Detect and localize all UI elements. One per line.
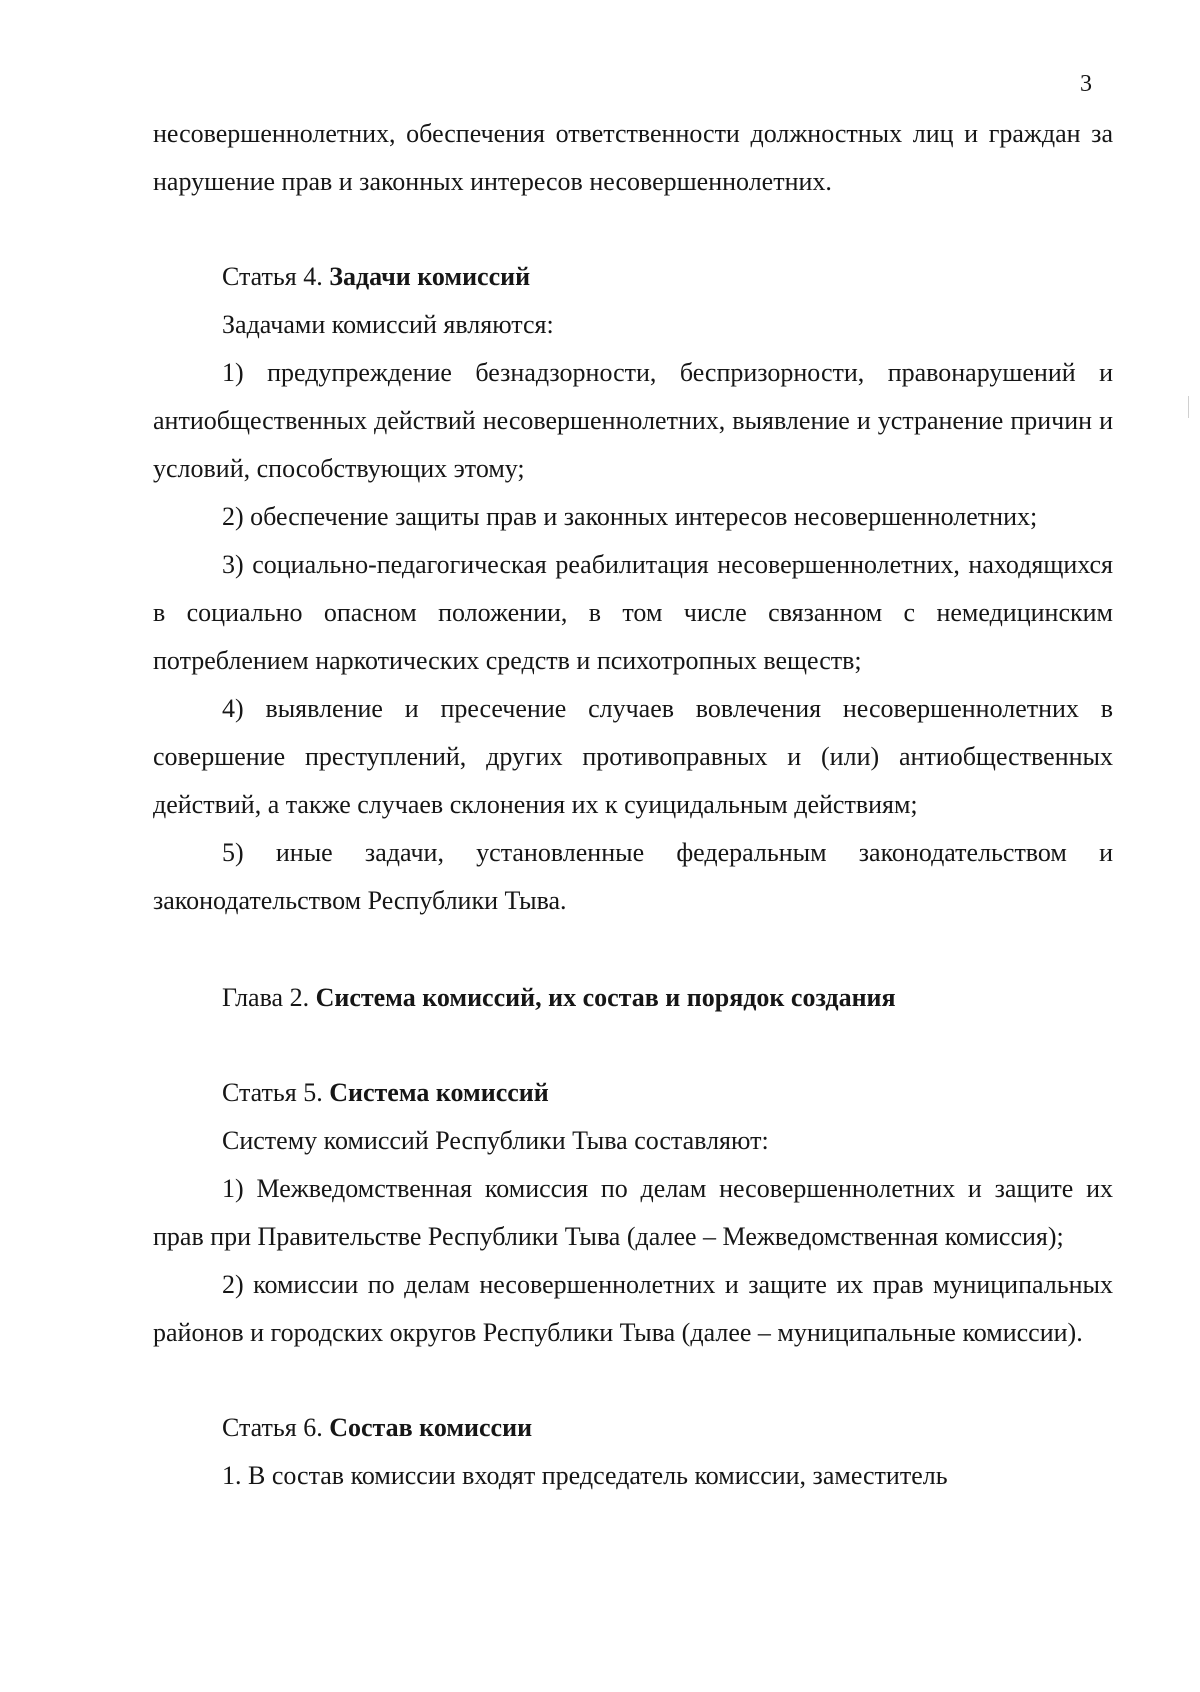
heading-prefix: Статья 5. [222, 1078, 330, 1107]
heading-title: Состав комиссии [329, 1413, 533, 1442]
scan-artifact-mark [1188, 396, 1189, 418]
chapter-2-heading [153, 974, 1113, 1022]
article-6-heading [153, 1404, 1113, 1452]
heading-title: Система комиссий, их состав и порядок создания [315, 983, 896, 1012]
paragraph-continuation: несовершеннолетних, обеспечения ответственности должностных лиц и граждан за нарушение прав и законных интересов несовершеннолетних. [153, 119, 1113, 196]
list-item-5: 5) иные задачи, установленные федеральным законодательством и законодательством Республики Тыва. [153, 838, 1113, 915]
paragraph: Задачами комиссий являются: [222, 310, 554, 339]
document-body [153, 110, 1113, 1500]
heading-title: Задачи комиссий [329, 262, 531, 291]
heading-prefix: Статья 4. [222, 262, 330, 291]
list-item-2: 2) обеспечение защиты прав и законных интересов несовершеннолетних; [222, 502, 1038, 531]
heading-prefix: Глава 2. [222, 983, 316, 1012]
heading-prefix: Статья 6. [222, 1413, 330, 1442]
list-item-1: 1) предупреждение безнадзорности, беспризорности, правонарушений и антиобщественных действий несовершеннолетних, выявление и устранение причин и условий, способствующих этому; [153, 358, 1113, 483]
article-5-heading [153, 1069, 1113, 1117]
list-item-4: 4) выявление и пресечение случаев вовлечения несовершеннолетних в совершение преступлений, других противоправных и (или) антиобщественных действий, а также случаев склонения их к суицидальным действиям; [153, 694, 1113, 819]
list-item-3: 3) социально-педагогическая реабилитация несовершеннолетних, находящихся в социально опасном положении, в том числе связанном с немедицинским потреблением наркотических средств и психотропных веществ; [153, 550, 1113, 675]
list-item-2: 2) комиссии по делам несовершеннолетних и защите их прав муниципальных районов и городских округов Республики Тыва (далее – муниципальные комиссии). [153, 1270, 1113, 1347]
article-4-heading [153, 253, 1113, 301]
page-number: 3 [1080, 71, 1092, 97]
list-item-1: 1) Межведомственная комиссия по делам несовершеннолетних и защите их прав при Правительстве Республики Тыва (далее – Межведомственная комиссия); [153, 1174, 1113, 1251]
heading-title: Система комиссий [329, 1078, 549, 1107]
paragraph: Систему комиссий Республики Тыва составляют: [222, 1126, 769, 1155]
paragraph-truncated: 1. В состав комиссии входят председатель комиссии, заместитель [222, 1461, 948, 1490]
